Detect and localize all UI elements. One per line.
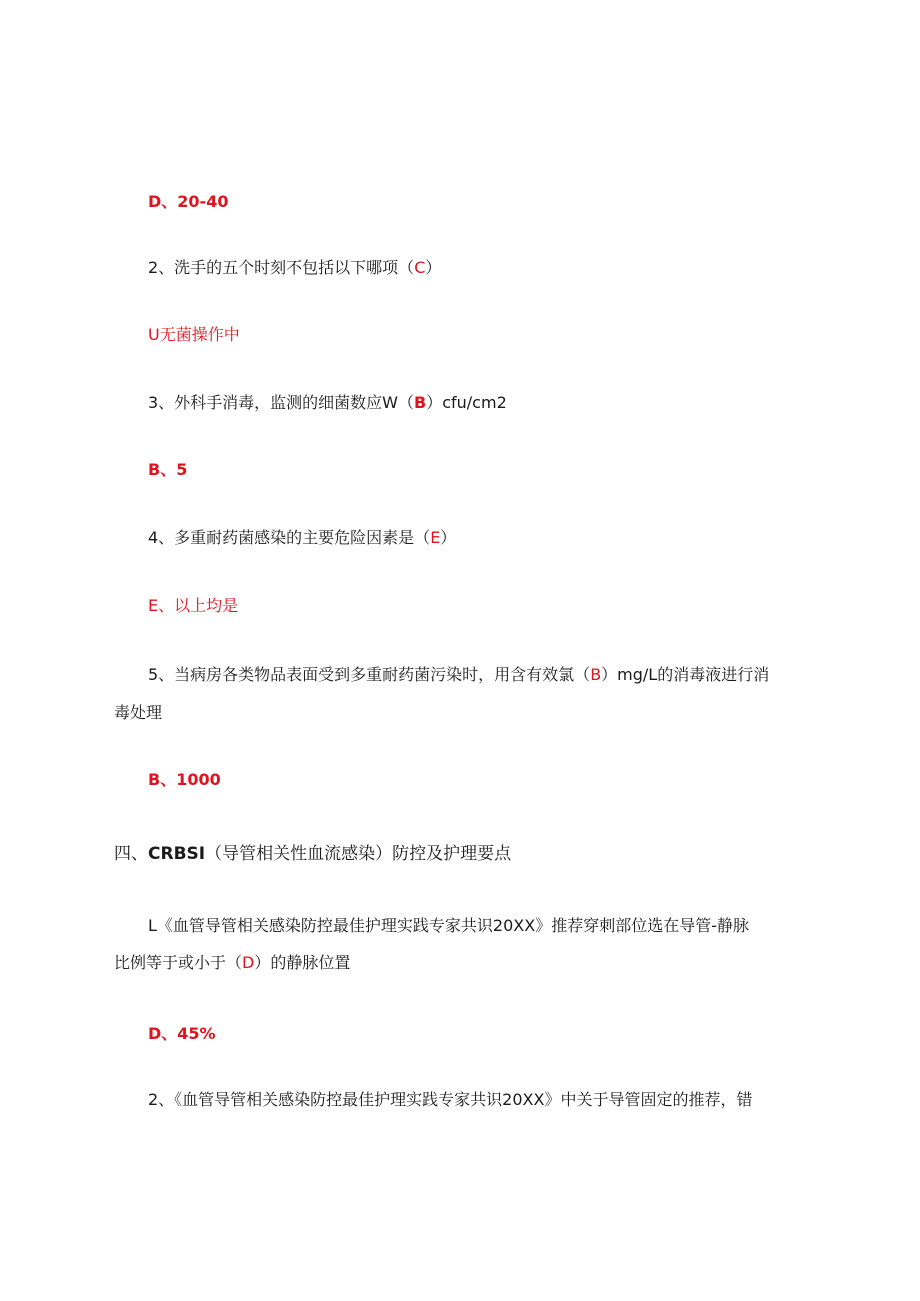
answer-letter: E xyxy=(430,528,441,547)
question-5-line-1 xyxy=(148,665,769,685)
closing-paren: ） xyxy=(440,528,457,547)
section-number: 四、 xyxy=(114,844,148,864)
closing-paren: ） xyxy=(425,258,442,277)
section-heading-crbsi xyxy=(114,844,511,864)
answer-d-20-40: D、20-40 xyxy=(148,192,229,211)
question-3-surgical-disinfection xyxy=(148,393,507,413)
answer-letter: C xyxy=(414,258,426,277)
answer-c-aseptic: U无菌操作中 xyxy=(148,325,240,344)
answer-d-45: D、45% xyxy=(148,1024,216,1043)
question-text-tail: ）的静脉位置 xyxy=(254,953,351,972)
section-abbr: CRBSI xyxy=(148,844,206,864)
answer-b-5: B、5 xyxy=(148,460,188,479)
question-text: 2、洗手的五个时刻不包括以下哪项（ xyxy=(148,258,415,277)
question-text: 3、外科手消毒，监测的细菌数应W（ xyxy=(148,393,415,412)
question-2-handwashing xyxy=(148,258,441,278)
question-unit: ）cfu∕cm2 xyxy=(426,393,507,412)
section-title: （导管相关性血流感染）防控及护理要点 xyxy=(205,844,512,864)
question-1-line-1: L《血管导管相关感染防控最佳护理实践专家共识20XX》推荐穿刺部位选在导管-静脉 xyxy=(148,916,749,935)
question-text: 4、多重耐药菌感染的主要危险因素是（ xyxy=(148,528,431,547)
question-text: 5、当病房各类物品表面受到多重耐药菌污染时，用含有效氯（ xyxy=(148,665,591,684)
answer-letter: B xyxy=(590,665,602,684)
answer-b-1000: B、1000 xyxy=(148,770,221,789)
question-1-line-2 xyxy=(114,953,350,973)
question-4-mdro-risk xyxy=(148,528,456,548)
question-text-tail: ）mg/L的消毒液进行消 xyxy=(601,665,770,684)
question-text: 比例等于或小于（ xyxy=(114,953,243,972)
question-5-line-2: 毒处理 xyxy=(114,703,163,722)
answer-letter: D xyxy=(242,953,255,972)
question-2-catheter-fixation: 2、《血管导管相关感染防控最佳护理实践专家共识20XX》中关于导管固定的推荐，错 xyxy=(148,1090,753,1109)
answer-letter: B xyxy=(414,393,427,412)
answer-e-all: E、以上均是 xyxy=(148,596,239,615)
